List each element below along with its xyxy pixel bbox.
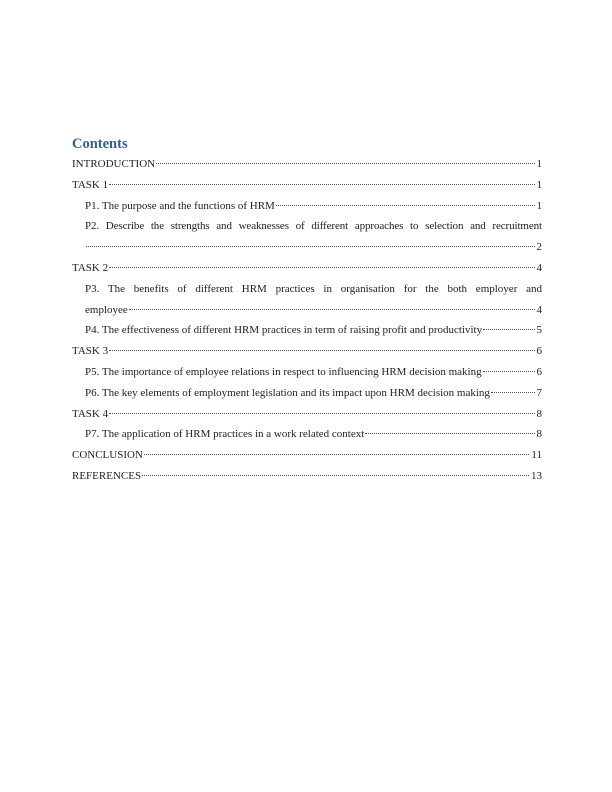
toc-page-number: 11 [531, 449, 542, 462]
toc-entry-task-3[interactable] [72, 341, 542, 362]
toc-entry-p7[interactable] [72, 424, 542, 445]
toc-entry-label: P7. The application of HRM practices in a work related context [85, 428, 365, 441]
toc-entry-task-4[interactable] [72, 404, 542, 425]
toc-entry-label: P2. Describe the strengths and weaknesses of different approaches to selection and recruitment [85, 220, 542, 233]
dot-leader [109, 413, 534, 414]
toc-entry-task-2[interactable] [72, 258, 542, 279]
toc-heading: Contents [72, 136, 128, 152]
toc-entry-label: REFERENCES [72, 469, 142, 482]
toc-entry-label: CONCLUSION [72, 449, 143, 462]
toc-entry-p3[interactable] [72, 279, 542, 321]
dot-leader [156, 163, 534, 164]
toc-entry-label: TASK 2 [72, 261, 109, 274]
table-of-contents [72, 136, 542, 487]
dot-leader [483, 371, 535, 372]
toc-page-number: 8 [536, 407, 542, 420]
dot-leader [142, 475, 529, 476]
dot-leader [365, 433, 534, 434]
toc-entry-label: INTRODUCTION [72, 158, 156, 170]
toc-entry-p2[interactable] [72, 216, 542, 258]
toc-entry-p6[interactable] [72, 383, 542, 404]
toc-entry-label: TASK 1 [72, 178, 109, 191]
dot-leader [109, 350, 534, 351]
dot-leader [276, 205, 535, 206]
toc-entry-conclusion[interactable] [72, 445, 542, 466]
dot-leader [483, 329, 534, 330]
toc-entry-label: P5. The importance of employee relations in respect to influencing HRM decision making [85, 365, 482, 378]
dot-leader [109, 267, 534, 268]
dot-leader [144, 454, 530, 455]
toc-entry-p4[interactable] [72, 320, 542, 341]
toc-entry-label: TASK 4 [72, 407, 109, 420]
toc-page-number: 4 [536, 303, 542, 316]
toc-page-number: 1 [536, 178, 542, 191]
toc-page-number: 2 [536, 241, 542, 254]
toc-page-number: 8 [536, 428, 542, 441]
dot-leader [491, 392, 535, 393]
toc-page-number: 6 [536, 365, 542, 378]
toc-entry-label: P6. The key elements of employment legislation and its impact upon HRM decision making [85, 386, 490, 399]
toc-entry-references[interactable] [72, 466, 542, 487]
toc-entry-label: P3. The benefits of different HRM practices in organisation for the both employer and [85, 282, 542, 295]
toc-entry-label: P1. The purpose and the functions of HRM [85, 199, 275, 212]
toc-entry-p1[interactable] [72, 196, 542, 217]
dot-leader [109, 184, 534, 185]
toc-page-number: 13 [531, 469, 542, 482]
toc-page-number: 6 [536, 345, 542, 358]
toc-page-number: 4 [536, 261, 542, 274]
toc-page-number: 1 [536, 199, 542, 212]
toc-entry-task-1[interactable] [72, 175, 542, 196]
dot-leader [129, 309, 535, 310]
toc-entry-label: TASK 3 [72, 345, 109, 358]
dot-leader [86, 246, 535, 247]
toc-entry-introduction[interactable] [72, 154, 542, 175]
toc-entry-p5[interactable] [72, 362, 542, 383]
toc-page-number: 1 [536, 158, 542, 170]
toc-entry-label: P4. The effectiveness of different HRM practices in term of raising profit and productivity [85, 324, 483, 337]
toc-entry-label-continued: employee [85, 303, 128, 316]
toc-page-number: 7 [536, 386, 542, 399]
toc-page-number: 5 [536, 324, 542, 337]
